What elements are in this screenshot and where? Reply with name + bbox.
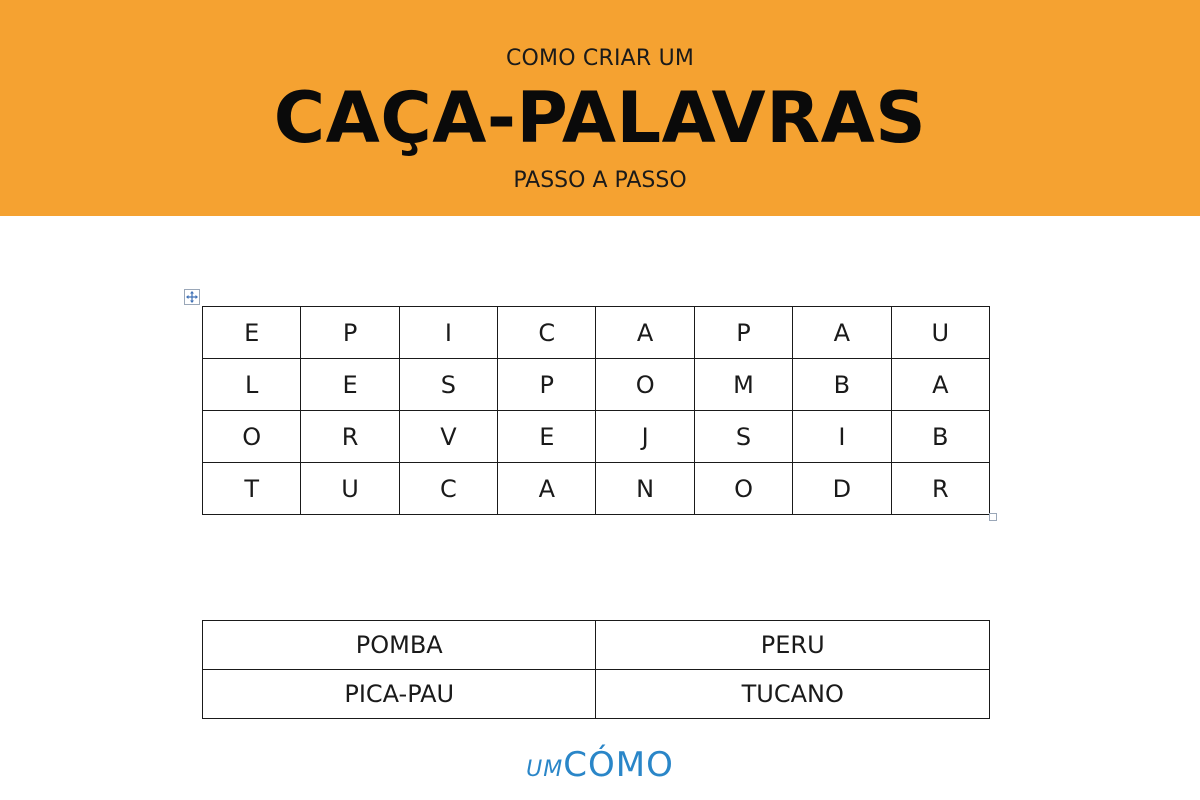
grid-cell: L	[203, 359, 301, 411]
grid-cell: D	[793, 463, 891, 515]
logo-name: CÓMO	[563, 745, 674, 785]
move-arrows-icon[interactable]	[184, 289, 200, 305]
word-list-item: PICA-PAU	[203, 670, 596, 719]
grid-cell: U	[301, 463, 399, 515]
header-banner	[0, 0, 1200, 216]
grid-cell: B	[793, 359, 891, 411]
page-title: CAÇA-PALAVRAS	[273, 77, 927, 159]
grid-cell: C	[498, 307, 596, 359]
grid-cell: P	[498, 359, 596, 411]
grid-cell: M	[694, 359, 792, 411]
logo-prefix: UM	[526, 757, 564, 782]
grid-cell: U	[891, 307, 989, 359]
resize-square-icon[interactable]	[989, 513, 997, 521]
grid-cell: A	[891, 359, 989, 411]
grid-cell: P	[301, 307, 399, 359]
grid-cell: A	[498, 463, 596, 515]
grid-cell: J	[596, 411, 694, 463]
grid-cell: O	[694, 463, 792, 515]
grid-cell: S	[694, 411, 792, 463]
post-title: PASSO A PASSO	[513, 168, 687, 193]
word-list-item: PERU	[596, 621, 990, 670]
grid-row	[203, 307, 990, 359]
grid-cell: I	[399, 307, 497, 359]
umcomo-logo	[0, 745, 1200, 785]
grid-cell: E	[301, 359, 399, 411]
grid-cell: P	[694, 307, 792, 359]
grid-cell: A	[793, 307, 891, 359]
grid-cell: O	[596, 359, 694, 411]
grid-cell: E	[498, 411, 596, 463]
grid-row	[203, 411, 990, 463]
grid-cell: R	[891, 463, 989, 515]
word-search-grid	[202, 306, 990, 515]
grid-cell: R	[301, 411, 399, 463]
grid-cell: O	[203, 411, 301, 463]
word-list-row	[203, 670, 990, 719]
grid-cell: B	[891, 411, 989, 463]
grid-cell: S	[399, 359, 497, 411]
grid-cell: A	[596, 307, 694, 359]
grid-cell: V	[399, 411, 497, 463]
grid-cell: N	[596, 463, 694, 515]
grid-cell: E	[203, 307, 301, 359]
word-list-row	[203, 621, 990, 670]
word-list-item: TUCANO	[596, 670, 990, 719]
grid-row	[203, 359, 990, 411]
grid-row	[203, 463, 990, 515]
grid-cell: T	[203, 463, 301, 515]
pre-title: COMO CRIAR UM	[505, 46, 695, 71]
grid-cell: I	[793, 411, 891, 463]
word-list-table	[202, 620, 990, 719]
word-list-item: POMBA	[203, 621, 596, 670]
grid-cell: C	[399, 463, 497, 515]
